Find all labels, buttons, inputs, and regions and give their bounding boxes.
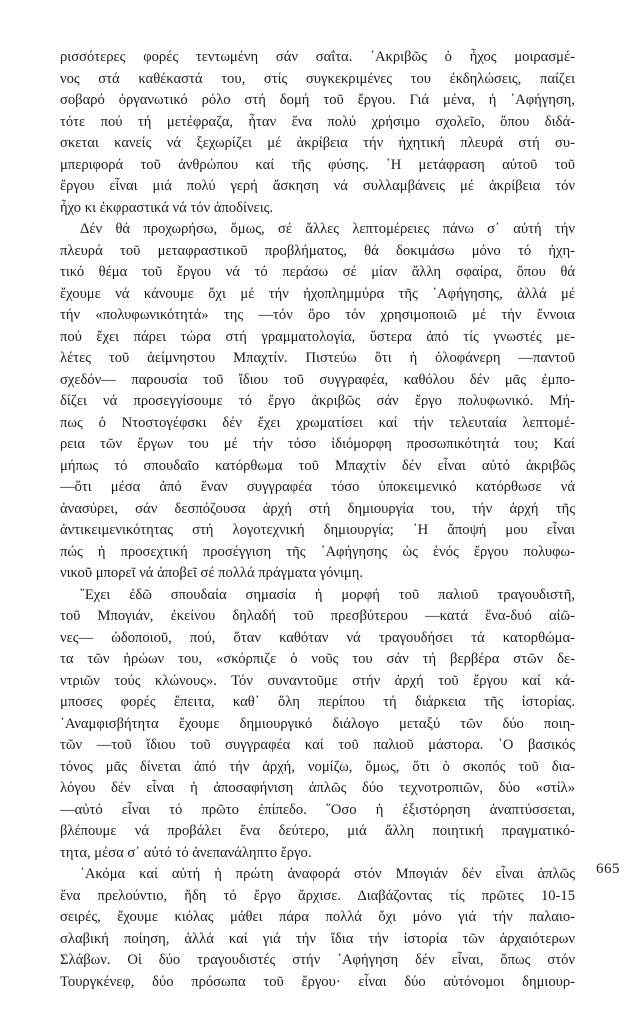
text-line: σχεδόν— παρουσία τοῦ ἴδιου τοῦ συγγραφέα, καθόλου δέν μᾶς ἐμπο- [60, 371, 575, 388]
page-body [60, 47, 575, 993]
text-line: λόγου δέν εἶναι ἡ ἀποσαφήνιση ἁπλῶς δύο τεχνοτροπιῶν, δύο «στίλ» [60, 780, 575, 796]
text-line: τητα, μέσα σ᾿ αὐτό τό ἀνεπανάληπτο ἔργο. [60, 844, 312, 861]
text-line: τοῦ Μπογιάν, ἐκείνου δηλαδή τοῦ πρεσβύτερου —κατά ἕνα-δυό αἰῶ- [60, 608, 575, 624]
text-line: ἕνα πρελούντιο, ἤδη τό ἔργο ἄρχισε. Διαβάζοντας τίς πρῶτες 10-15 [60, 887, 575, 904]
text-line: δίζει νά προσεγγίσουμε τό ἔργο ἀκριβῶς σάν ἔργο πολυφωνικό. Μή- [60, 393, 575, 409]
text-line: ἔχουμε νά κάνουμε ὄχι μέ τήν ἠχοπλημμύρα τῆς ᾿Αφήγησης, ἀλλά μέ [60, 285, 575, 302]
text-line: πλευρά τοῦ μεταφραστικοῦ προβλήματος, θά δοκιμάσω μόνο τό ἠχη- [60, 242, 575, 259]
text-line: σκεται κανείς νά ξεχωρίζει μέ ἀκρίβεια τήν ἠχητική πλευρά στή συ- [60, 135, 575, 151]
text-line: σλαβική ποίηση, ἀλλά καί γιά τήν ἴδια τήν ἱστορία τῶν ἀρχαιότερων [60, 930, 575, 947]
text-line: πού ἔχει πάρει τώρα στή γραμματολογία, ὕστερα ἀπό τίς γνωστές με- [60, 328, 575, 345]
text-line: νος στά καθέκαστά του, στίς συγκεκριμένες του ἐκδηλώσεις, παίζει [60, 70, 575, 87]
text-line: Σλάβων. Οἱ δύο τραγουδιστές στήν ᾿Αφήγηση δέν εἶναι, ὅπως στόν [60, 952, 575, 968]
text-line: τότε πού τή μετέφραζα, ἦταν ἕνα πολύ χρήσιμο σχολεῖο, ὅπου διδά- [60, 113, 575, 130]
text-line: ἀνασύρει, σάν δεσπόζουσα ἀρχή στή δημιουργία του, τήν ἀρχή τῆς [60, 500, 575, 517]
text-line: τικό θέμα τοῦ ἔργου νά τό περάσω σέ μίαν ἄλλη σφαίρα, ὅπου θά [60, 264, 575, 280]
text-line: ντριῶν τούς κλώνους». Τόν συναντοῦμε στήν ἀρχή τοῦ ἔργου καί κά- [60, 672, 575, 689]
paragraph [60, 47, 575, 219]
text-line: —αὐτό εἶναι τό πρῶτο ἐπίπεδο. ῞Οσο ἡ ἐξιστόρηση ἀναπτύσσεται, [60, 801, 575, 818]
text-line: μήπως τό σπουδαῖο κατόρθωμα τοῦ Μπαχτίν δέν εἶναι αὐτό ἀκριβῶς [60, 457, 575, 474]
text-line: Τουργκένεφ, δύο πρόσωπα τοῦ ἔργου· εἶναι δύο αὐτόνομοι δημιουρ- [60, 973, 575, 990]
text-line: μποσες φορές ἔπειτα, καθ᾿ ὅλη περίπου τή διάρκεια τῆς ἱστορίας. [60, 694, 575, 710]
text-line: ῎Εχει ἐδῶ σπουδαία σημασία ἡ μορφή τοῦ παλιοῦ τραγουδιστῆ, [80, 586, 575, 603]
text-line: λέτες τοῦ ἀείμνηστου Μπαχτίν. Πιστεύω ὅτι ἡ ὁλοφάνερη —παντοῦ [60, 350, 575, 366]
text-line: ᾿Ακόμα καί αὐτή ἡ πρώτη ἀναφορά στόν Μπογιάν δέν εἶναι ἁπλῶς [80, 866, 575, 882]
text-line: —ὅτι μέσα ἀπό ἕναν συγγραφέα τόσο ὑποκειμενικό κατόρθωσε νά [60, 479, 575, 495]
text-line: πως ὁ Ντοστογέφσκι δέν ἔχει χρωματίσει καί τήν τελευταία λεπτομέ- [60, 414, 575, 431]
text-line: ρεια τῶν ἔργων του μέ τήν τόσο ἰδιόμορφη προσωπικότητά του; Καί [60, 436, 575, 452]
text-line: νικοῦ μπορεῖ νά ἀποβεῖ σέ πολλά πράγματα γόνιμη. [60, 565, 364, 581]
text-line: τα τῶν ἡρώων του, «σκόρπιζε ὁ νοῦς του σάν τή βερβέρα στῶν δε- [60, 651, 575, 667]
text-line: τῶν —τοῦ ἴδιου τοῦ συγγραφέα καί τοῦ παλιοῦ μάστορα. ῾Ο βασικός [60, 737, 575, 753]
paragraph [60, 585, 575, 865]
text-line: μπεριφορά τοῦ ἀνθρώπου καί τῆς φύσης. ῾Η μετάφραση αὐτοῦ τοῦ [60, 156, 575, 173]
text-line: ἦχο κι ἐκφραστικά νά τόν ἀποδίνεις. [60, 199, 274, 216]
text-line: ἔργου εἶναι μιά πολύ γερή ἄσκηση νά συλλαμβάνεις μέ ἀκρίβεια τόν [60, 178, 575, 194]
text-line: πώς ἡ προσεχτική προσέγγιση τῆς ᾿Αφήγησης ὡς ἑνός ἔργου πολυφω- [60, 543, 575, 560]
text-line: ρισσότερες φορές τεντωμένη σάν σαΐτα. ᾿Ακριβῶς ὁ ἦχος μοιρασμέ- [60, 49, 575, 65]
text-line: τόνος μᾶς δίνεται ἀπό τήν ἀρχή, νομίζω, ὅμως, ὅτι ὁ σκοπός τοῦ δια- [60, 758, 575, 775]
text-line: τήν «πολυφωνικότητά» της —τόν ὅρο τόν χρησιμοποιῶ μέ τήν ἔννοια [60, 307, 575, 323]
text-line: ᾿Αναμφισβήτητα ἔχουμε δημιουργικό διάλογο μεταξύ τῶν δύο ποιη- [60, 715, 575, 732]
text-line: σοβαρό ὀργανωτικό ρόλο στή δομή τοῦ ἔργου. Γιά μένα, ἡ ᾿Αφήγηση, [60, 92, 575, 108]
page-number: 665 [596, 861, 620, 877]
text-line: βλέπουμε νά προβάλει ἕνα δεύτερο, μιά ἄλλη ποιητική πραγματικό- [60, 823, 575, 839]
text-line: ἀντικειμενικότητας στή λογοτεχνική δημιουργία; ῾Η ἄποψή μου εἶναι [60, 522, 575, 538]
text-line: νες— ὡδοποιοῦ, πού, ὅταν καθόταν νά τραγουδήσει τά κατορθώμα- [60, 629, 575, 646]
text-line: σειρές, ἔχουμε κιόλας μάθει πάρα πολλά ὄχι μόνο γιά τήν παλαιο- [60, 909, 575, 925]
text-line: Δέν θά προχωρήσω, ὅμως, σέ ἄλλες λεπτομέρειες πάνω σ᾿ αὐτή τήν [80, 221, 575, 237]
paragraph [60, 219, 575, 585]
paragraph [60, 864, 575, 993]
